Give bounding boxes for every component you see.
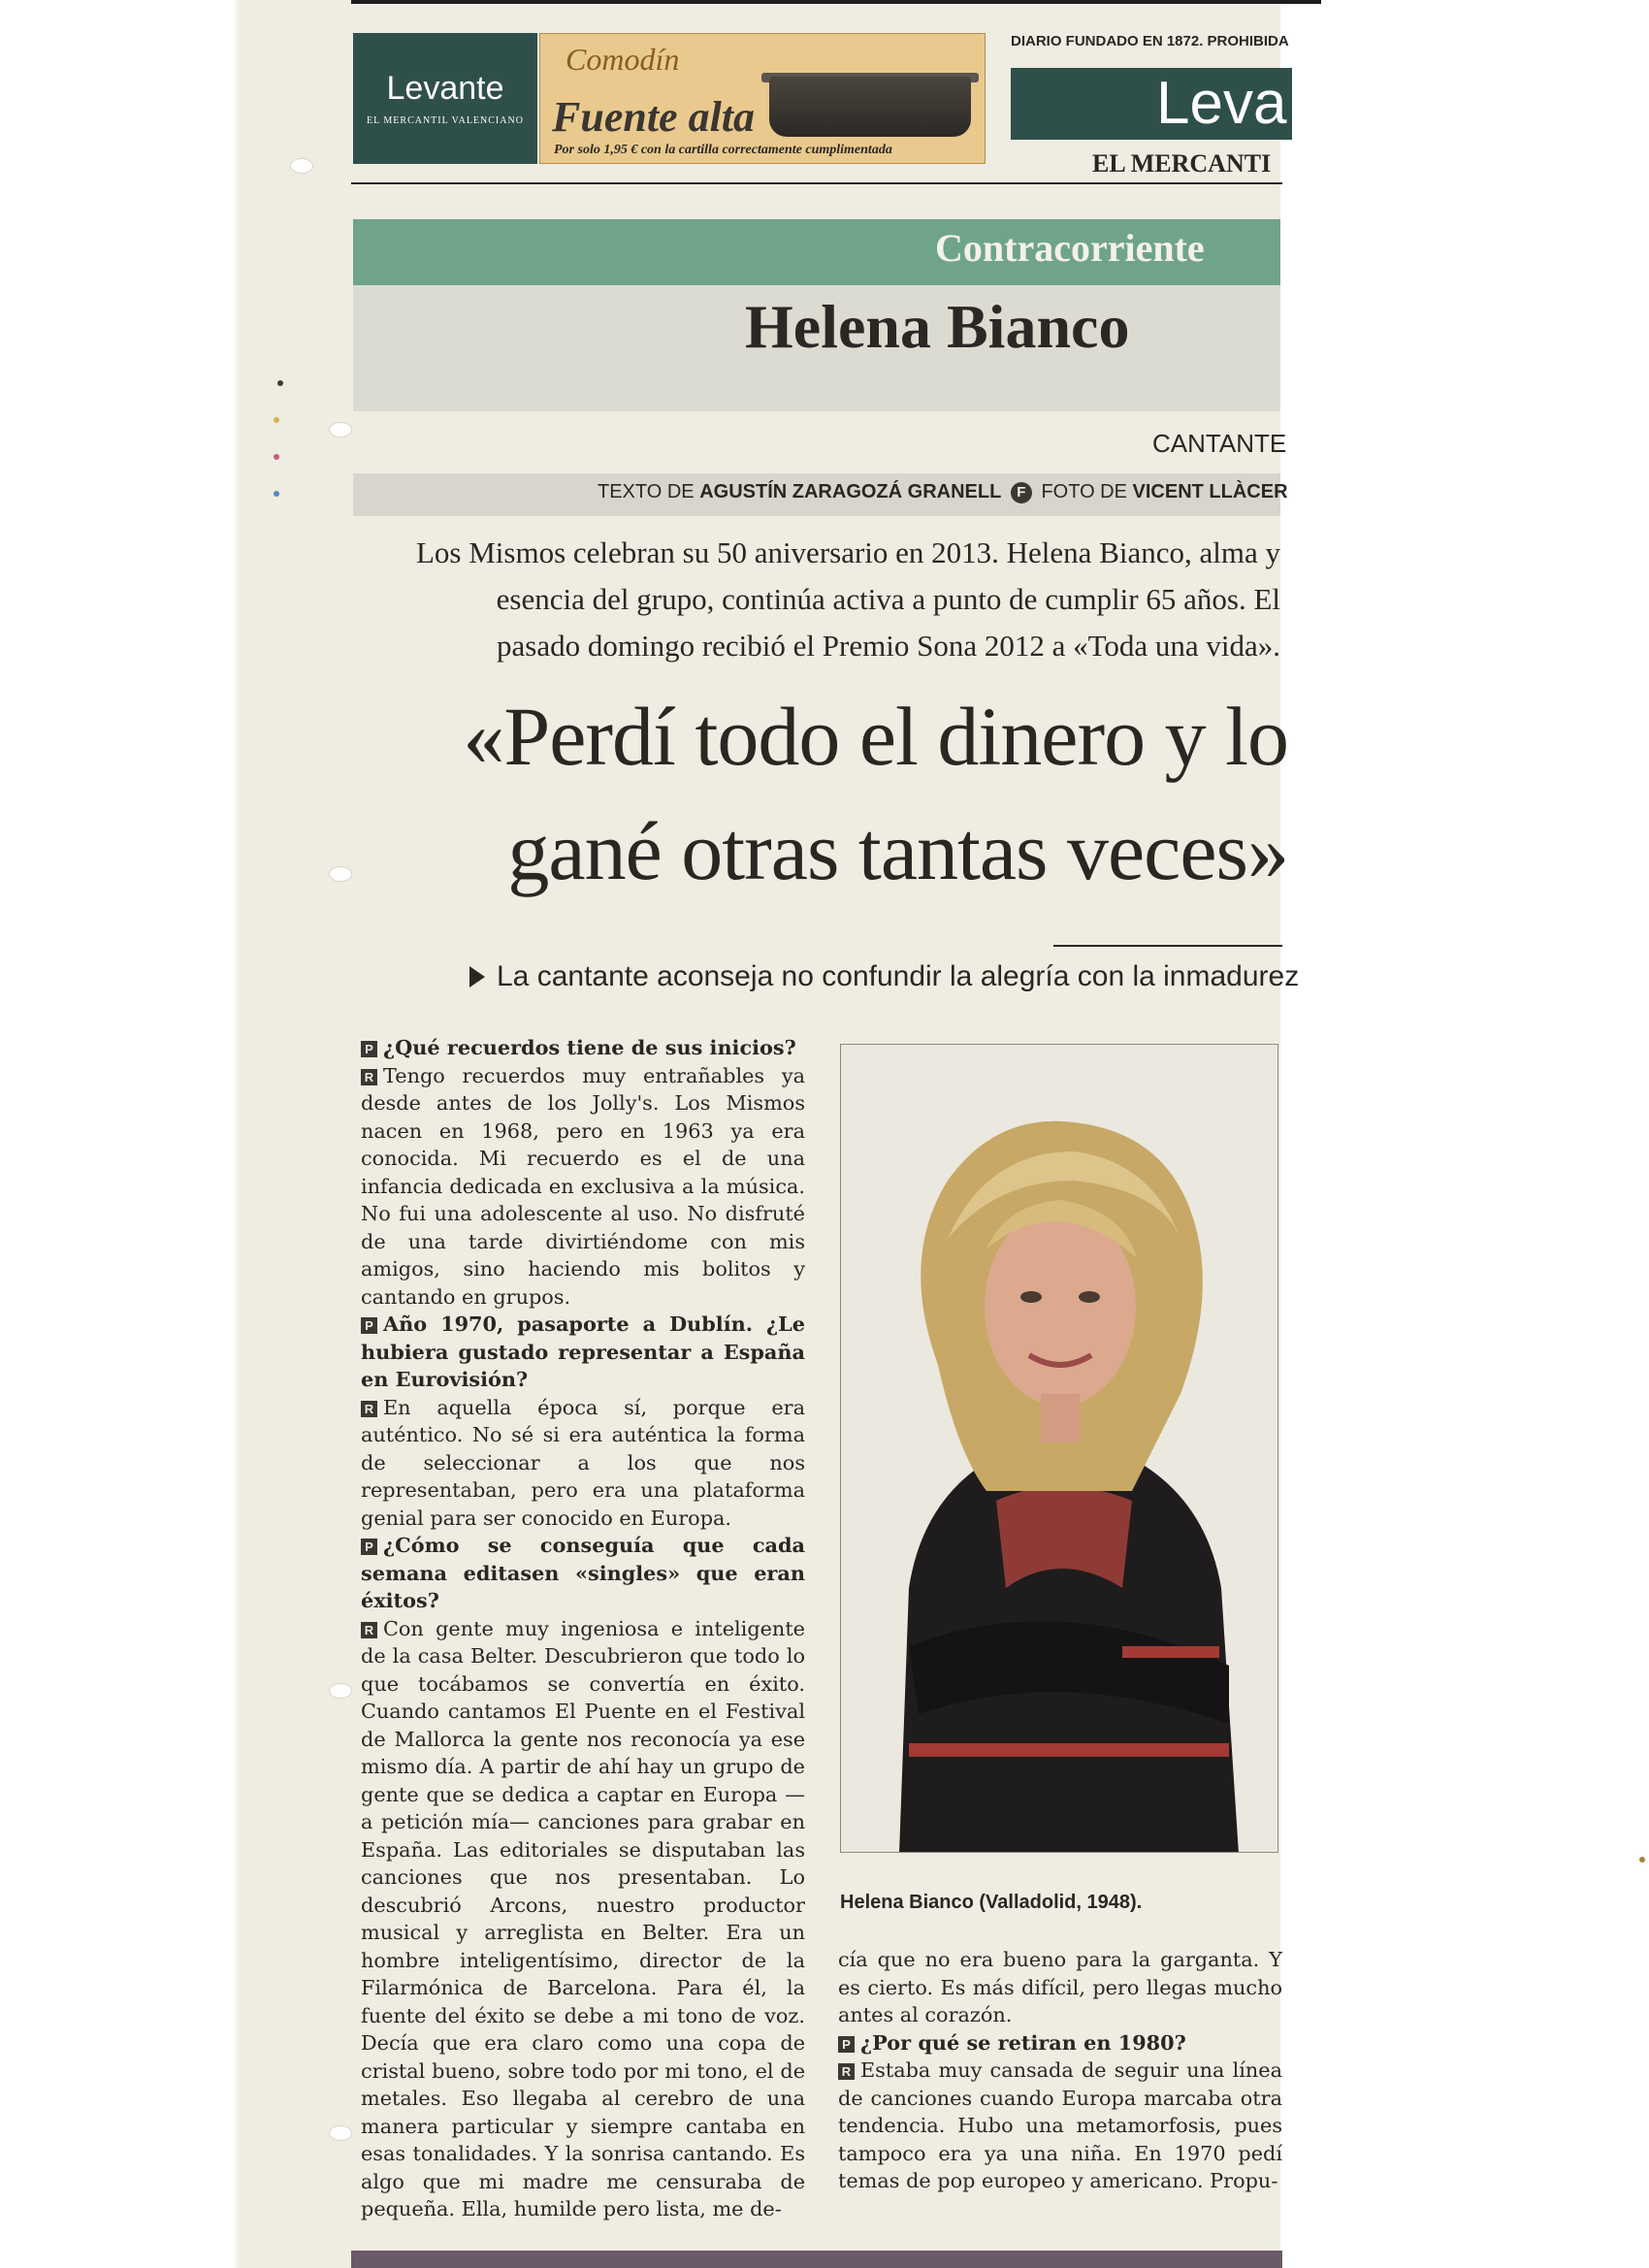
scan-dot xyxy=(1639,1857,1645,1863)
answer-text: Tengo recuerdos muy entrañables ya desde antes de los Jolly's. Los Mismos nacen en 1968, pero en 1963 ya era conocida. Mi recuerdo es el de una infancia dedicada en exclusiva a la música. No fui una adolescente al uso. No disfruté de una tarde divirtiéndome con mis amigos, sino haciendo mis bolitos y cantando en grupos. xyxy=(361,1063,805,1309)
interview-question xyxy=(361,1532,805,1615)
interview-answer xyxy=(361,1062,805,1312)
answer-marker-icon: R xyxy=(361,1069,377,1085)
answer-text: Con gente muy ingeniosa e inteligente de la casa Belter. Descubrieron que todo lo que tocábamos se convertía en éxito. Cuando cantamos El Puente en el Festival de Mallorca la gente nos reconocía ya ese mismo día. A partir de ahí hay un grupo de gente que se dedica a captar en Europa —a petición mía— canciones para grabar en España. Las editoriales se disputaban las canciones que nos presentaban. Lo descubrió Arcons, nuestro productor musical y arreglista en Belter. Era un hombre inteligentísimo, director de la Filarmónica de Barcelona. Para él, la fuente del éxito se debe a mi tono de voz. Decía que era claro como una copa de cristal bueno, sobre todo por mi tono, el de metales. Eso llegaba al cerebro de una manera particular y siempre cantaba en esas tonalidades. Y la sonrisa cantando. Es algo que mi madre me censuraba de pequeña. Ella, humilde pero lista, me de- xyxy=(361,1616,805,2220)
deck xyxy=(469,960,1299,993)
scan-hole-mark xyxy=(291,159,312,173)
promo-note: Por solo 1,95 € con la cartilla correctamente cumplimentada xyxy=(554,143,892,157)
interview-answer xyxy=(361,1394,805,1533)
question-text: Año 1970, pasaporte a Dublín. ¿Le hubiera gustado representar a España en Eurovisión? xyxy=(361,1312,805,1391)
scan-dot xyxy=(277,380,283,386)
answer-marker-icon: R xyxy=(361,1401,377,1417)
photographer-name: VICENT LLÀCER xyxy=(1132,481,1288,502)
interview-answer xyxy=(838,2057,1282,2195)
question-text: ¿Por qué se retiran en 1980? xyxy=(860,2029,1186,2055)
author-name: AGUSTÍN ZARAGOZÁ GRANELL xyxy=(699,481,1002,502)
question-marker-icon: P xyxy=(838,2036,855,2053)
section-name: Contracorriente xyxy=(935,226,1205,270)
headline-line: «Perdí todo el dinero y lo xyxy=(463,690,1288,783)
question-text: ¿Cómo se conseguía que cada semana editasen «singles» que eran éxitos? xyxy=(361,1533,805,1612)
logo-subtitle: EL MERCANTIL VALENCIANO xyxy=(367,115,524,126)
portrait-photo xyxy=(840,1044,1278,1853)
promo-banner xyxy=(539,33,986,164)
scan-dot xyxy=(274,417,279,423)
masthead-founded-line: DIARIO FUNDADO EN 1872. PROHIBIDA xyxy=(1011,33,1289,49)
answer-marker-icon: R xyxy=(361,1622,377,1638)
interviewee-profession: CANTANTE xyxy=(1152,429,1287,458)
deck-rule xyxy=(1053,945,1282,947)
intro-line: esencia del grupo, continúa activa a punto de cumplir 65 años. El xyxy=(496,582,1280,616)
scan-hole-mark xyxy=(330,867,351,881)
answer-marker-icon: R xyxy=(838,2063,855,2080)
interview-question xyxy=(838,2029,1282,2057)
question-marker-icon: P xyxy=(361,1041,377,1057)
promo-kicker: Comodín xyxy=(566,42,680,77)
scan-dot xyxy=(274,454,279,460)
interview-answer xyxy=(361,1615,805,2223)
intro-line: pasado domingo recibió el Premio Sona 2012 a «Toda una vida». xyxy=(497,629,1280,663)
scan-hole-mark xyxy=(330,1684,351,1698)
baking-dish-image xyxy=(769,77,971,137)
intro-line: Los Mismos celebran su 50 aniversario en 2013. Helena Bianco, alma y xyxy=(415,535,1280,569)
answer-text: Estaba muy cansada de seguir una línea de canciones cuando Europa marcaba otra tendencia. Hubo una metamorfosis, pues tampoco era ya una niña. En 1970 pedí temas de pop europeo y americano. Propu- xyxy=(838,2058,1282,2192)
interview-question xyxy=(361,1311,805,1394)
promo-title: Fuente alta xyxy=(552,93,756,141)
scan-dot xyxy=(274,491,279,497)
question-marker-icon: P xyxy=(361,1317,377,1334)
levante-logo xyxy=(353,33,537,164)
intro-paragraph xyxy=(357,530,1280,669)
portrait-illustration xyxy=(841,1045,1278,1853)
question-marker-icon: P xyxy=(361,1539,377,1555)
scan-hole-mark xyxy=(330,2126,351,2140)
photo-caption: Helena Bianco (Valladolid, 1948). xyxy=(840,1892,1143,1913)
question-text: ¿Qué recuerdos tiene de sus inicios? xyxy=(383,1035,796,1059)
bottom-color-bar xyxy=(351,2251,1282,2268)
byline xyxy=(598,481,1288,503)
answer-text: cía que no era bueno para la garganta. Y es cierto. Es más difícil, pero llegas mucho antes al corazón. xyxy=(838,1948,1282,2026)
article-column-right xyxy=(838,1946,1282,2195)
photo-label: FOTO DE xyxy=(1041,481,1127,502)
article-column-left xyxy=(361,1034,805,2223)
masthead-rule xyxy=(351,182,1282,184)
triangle-bullet-icon xyxy=(469,966,485,988)
answer-text: En aquella época sí, porque era auténtico. No sé si era auténtica la forma de seleccionar a los que nos representaban, pero era una plataforma genial para ser conocido en Europa. xyxy=(361,1395,805,1530)
masthead-right-logo: Leva xyxy=(1011,68,1292,140)
scan-hole-mark xyxy=(330,423,351,437)
text-label: TEXTO DE xyxy=(598,481,695,502)
headline xyxy=(357,679,1288,908)
interview-answer xyxy=(838,1946,1282,2029)
headline-line: gané otras tantas veces» xyxy=(507,804,1288,897)
deck-text: La cantante aconseja no confundir la alegría con la inmadurez xyxy=(497,960,1300,992)
clipping-top-rule xyxy=(351,0,1321,4)
interviewee-name: Helena Bianco xyxy=(745,292,1130,361)
photo-credit-icon: F xyxy=(1011,482,1032,503)
masthead-subtitle: EL MERCANTI xyxy=(1092,149,1272,178)
logo-name: Levante xyxy=(386,70,504,107)
interview-question xyxy=(361,1034,805,1062)
